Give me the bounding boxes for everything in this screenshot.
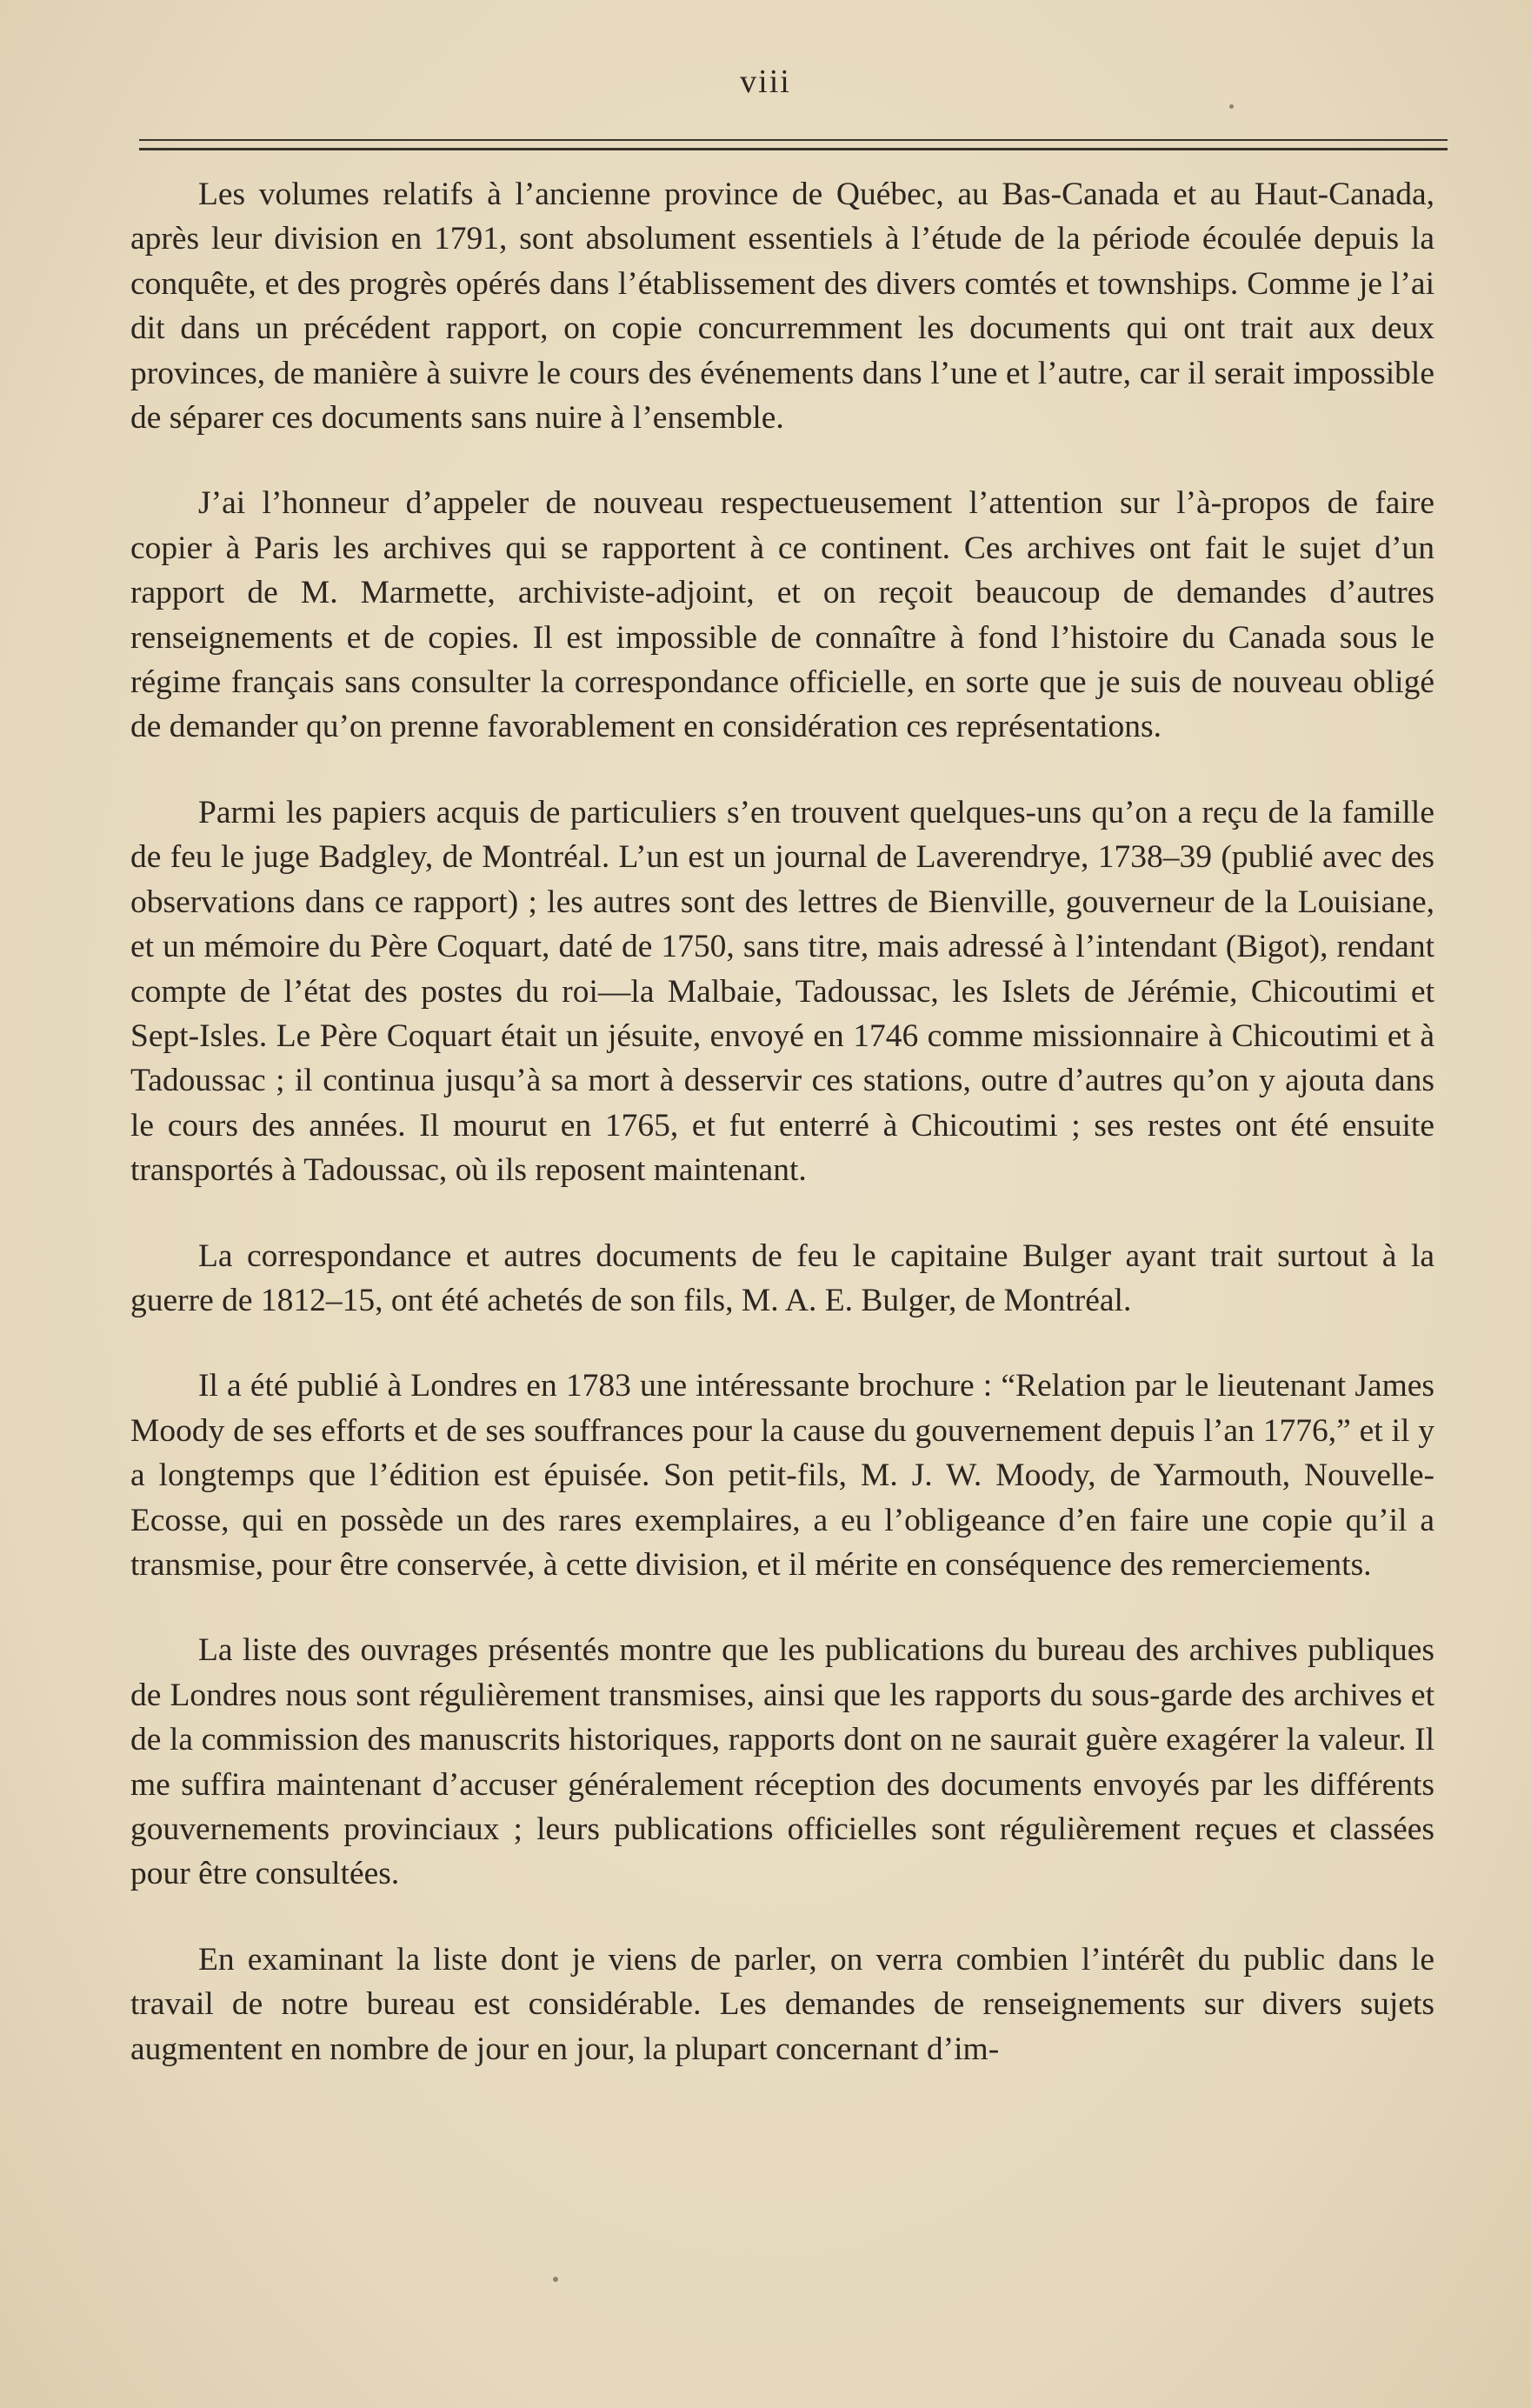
paragraph: Les volumes relatifs à l’ancienne province de Québec, au Bas-Canada et au Haut-Canada, après leur division en 1791, sont absolument essentiels à l’étude de la période écoulée depuis la conquête, et des progrès opérés dans l’établissement des divers comtés et townships. Comme je l’ai dit dans un précédent rapport, on copie concurremment les documents qui ont trait aux deux provinces, de manière à suivre le cours des événements dans l’une et l’autre, car il serait impossible de séparer ces documents sans nuire à l’ensemble. [130, 177, 1434, 437]
paragraph: Il a été publié à Londres en 1783 une intéressante brochure : “Relation par le lieutenant James Moody de ses efforts et de ses souffrances pour la cause du gouvernement depuis l’an 1776,” et il y a longtemps que l’édition est épuisée. Son petit-fils, M. J. W. Moody, de Yarmouth, Nouvelle-Ecosse, qui en possède un des rares exemplaires, a eu l’obligeance d’en faire une copie qu’il a transmise, pour être conservée, à cette division, et il mérite en conséquence des remerciements. [130, 1368, 1434, 1583]
paragraph: Parmi les papiers acquis de particuliers s’en trouvent quelques-uns qu’on a reçu de la famille de feu le juge Badgley, de Montréal. L’un est un journal de Laverendrye, 1738–39 (publié avec des observations dans ce rapport) ; les autres sont des lettres de Bienville, gouverneur de la Louisiane, et un mémoire du Père Coquart, daté de 1750, sans titre, mais adressé à l’intendant (Bigot), rendant compte de l’état des postes du roi—la Malbaie, Tadoussac, les Islets de Jérémie, Chicoutimi et Sept-Isles. Le Père Coquart était un jésuite, envoyé en 1746 comme missionnaire à Chicoutimi et à Tadoussac ; il continua jusqu’à sa mort à desservir ces stations, outre d’autres qu’on y ajouta dans le cours des années. Il mourut en 1765, et fut enterré à Chicoutimi ; ses restes ont été ensuite transportés à Tadoussac, où ils reposent maintenant. [130, 794, 1434, 1189]
body-text [130, 172, 1434, 2071]
paragraph: La correspondance et autres documents de feu le capitaine Bulger ayant trait surtout à la guerre de 1812–15, ont été achetés de son fils, M. A. E. Bulger, de Montréal. [130, 1237, 1434, 1318]
paper-speck [553, 2277, 558, 2282]
paragraph: En examinant la liste dont je viens de parler, on verra combien l’intérêt du public dans le travail de notre bureau est considérable. Les demandes de renseignements sur divers sujets augmentent en nombre de jour en jour, la plupart concernant d’im- [130, 1941, 1434, 2067]
page-number: viii [740, 63, 791, 100]
header-rule-top [139, 139, 1448, 141]
paper-speck [1229, 104, 1234, 109]
paragraph: J’ai l’honneur d’appeler de nouveau respectueusement l’attention sur l’à-propos de faire copier à Paris les archives qui se rapportent à ce continent. Ces archives ont fait le sujet d’un rapport de M. Marmette, archiviste-adjoint, et on reçoit beaucoup de demandes d’autres renseignements et de copies. Il est impossible de connaître à fond l’histoire du Canada sous le régime français sans consulter la correspondance officielle, en sorte que je suis de nouveau obligé de demander qu’on prenne favorablement en considération ces représentations. [130, 485, 1434, 745]
paragraph: La liste des ouvrages présentés montre que les publications du bureau des archives publiques de Londres nous sont régulièrement transmises, ainsi que les rapports du sous-garde des archives et de la commission des manuscrits historiques, rapports dont on ne saurait guère exagérer la valeur. Il me suffira maintenant d’accuser généralement réception des documents envoyés par les différents gouvernements provinciaux ; leurs publications officielles sont régulièrement reçues et classées pour être consultées. [130, 1632, 1434, 1892]
header-rule-bottom [139, 148, 1448, 150]
